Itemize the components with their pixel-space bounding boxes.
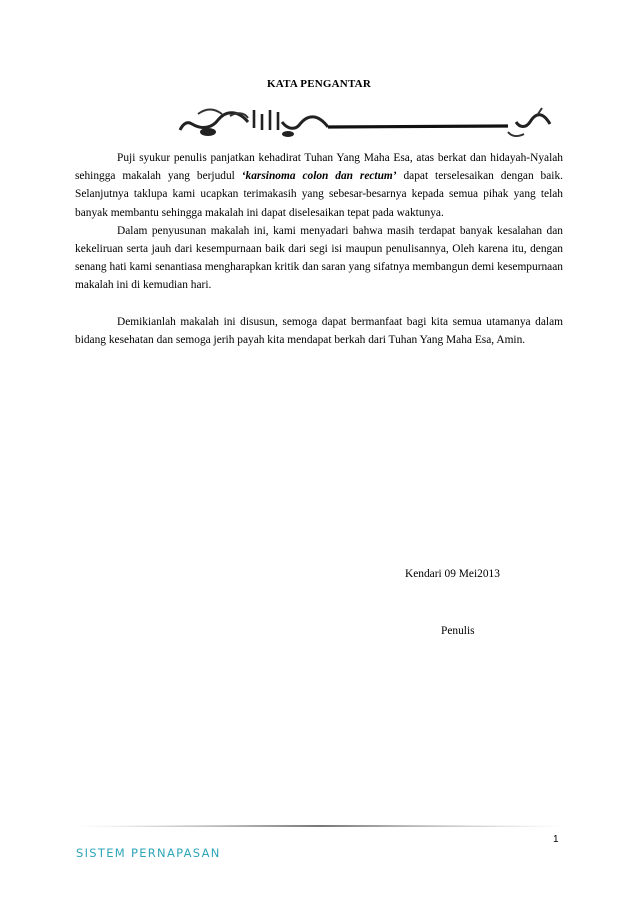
page-title: KATA PENGANTAR: [267, 78, 371, 90]
place-date: Kendari 09 Mei2013: [405, 568, 500, 580]
signature-name: Penulis: [441, 625, 475, 637]
paragraph-intro-before: Puji syukur penulis panjatkan kehadirat Tuhan Yang Maha Esa, atas berkat dan hidayah-Nyalah sehingga makalah yang berjudul: [75, 152, 563, 183]
page-number: 1: [553, 834, 559, 845]
paper-title-quote: ‘karsinoma colon dan rectum’: [241, 170, 397, 183]
paragraph-apology: Dalam penyusunan makalah ini, kami menyadari bahwa masih terdapat banyak kesalahan dan kekeliruan serta jauh dari kesempurnaan baik dari segi isi maupun penulisannya, Oleh karena itu, dengan senang hati kami senantiasa mengharapkan kritik dan saran yang sifatnya membangun demi kesempurnaan makalah ini di kemudian hari.: [75, 224, 563, 292]
paragraph-intro: [75, 149, 563, 222]
basmala-calligraphy-icon: [178, 104, 558, 138]
footer-divider: [75, 822, 565, 830]
footer-title: SISTEM PERNAPASAN: [76, 846, 221, 860]
paragraph-closing: Demikianlah makalah ini disusun, semoga dapat bermanfaat bagi kita semua utamanya dalam bidang kesehatan dan semoga jerih payah kita mendapat berkah dari Tuhan Yang Maha Esa, Amin.: [75, 316, 563, 347]
paragraph-group-1: [75, 149, 563, 295]
paragraph-group-2: [75, 313, 563, 349]
paragraph-intro-after: dapat terselesaikan dengan baik. Selanjutnya taklupa kami ucapkan terimakasih yang sebesar-besarnya kepada semua pihak yang telah banyak membantu sehingga makalah ini dapat diselesaikan tepat pada waktunya.: [75, 170, 563, 219]
